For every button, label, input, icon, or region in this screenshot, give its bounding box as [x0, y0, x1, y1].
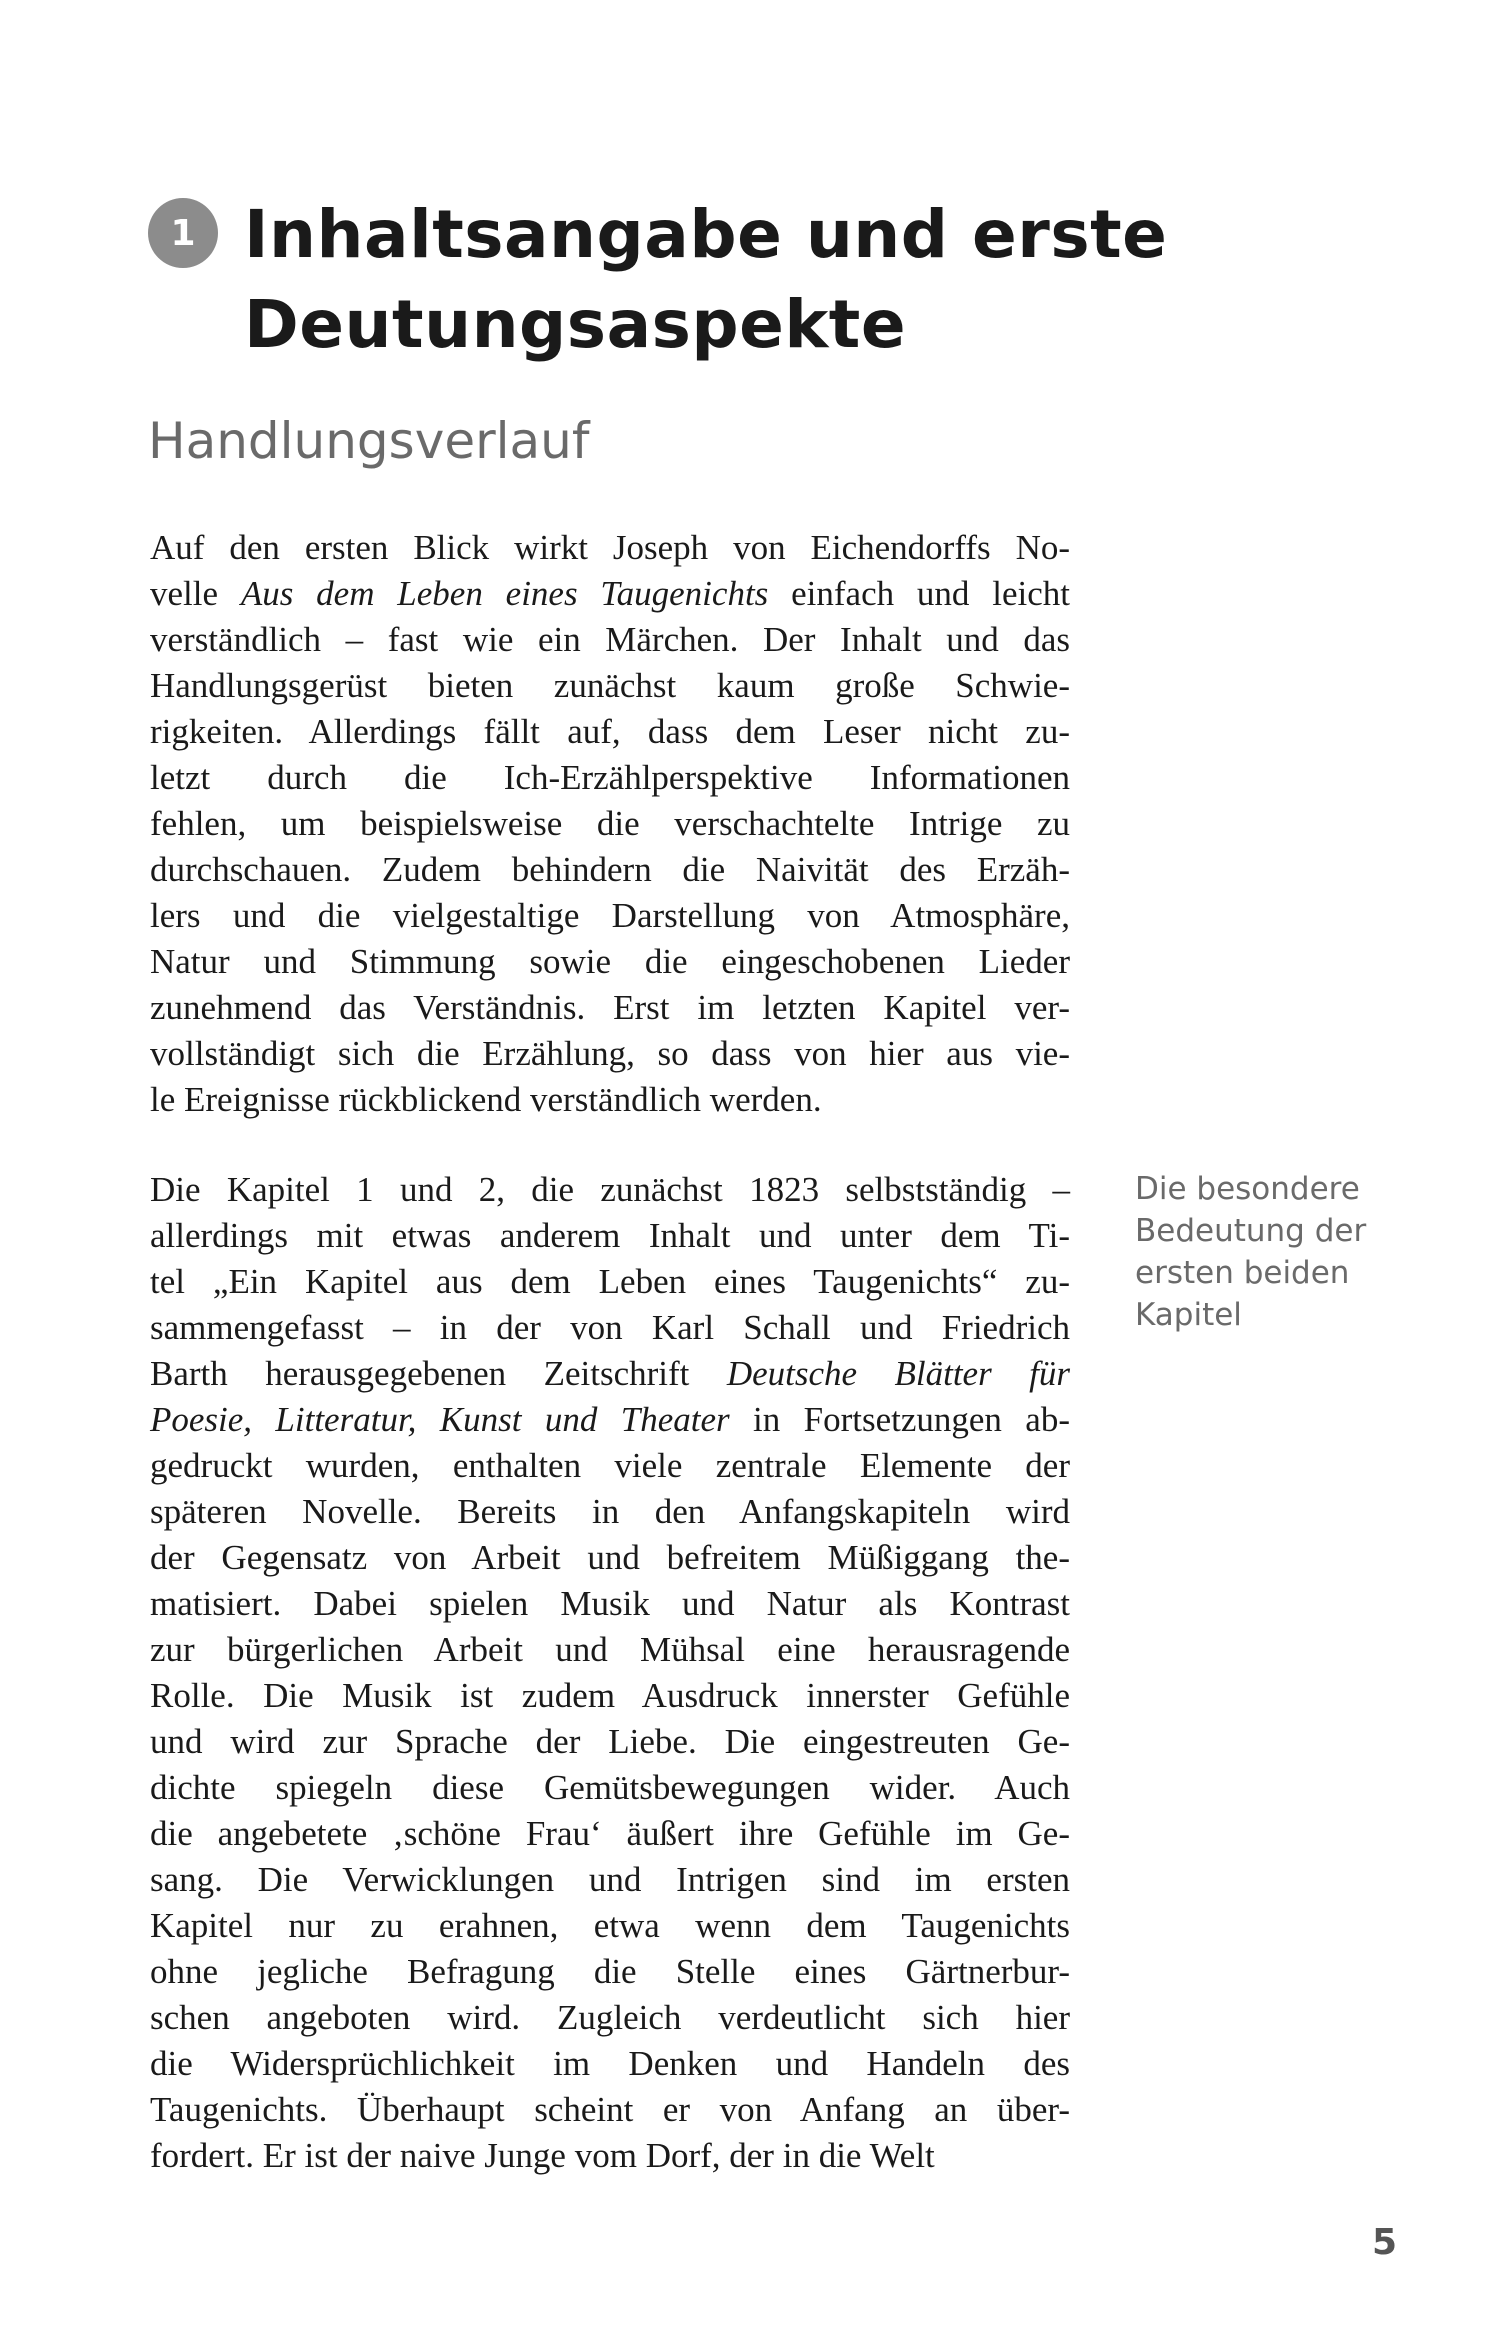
text-segment: späteren Novelle. Bereits in den Anfangskapiteln wird — [150, 1492, 1070, 1531]
text-line — [150, 893, 1070, 939]
margin-note — [1135, 1168, 1366, 1336]
italic-title-segment: Aus dem Leben eines Taugenichts — [240, 574, 769, 613]
margin-note-line: Kapitel — [1135, 1297, 1242, 1333]
text-line — [150, 2133, 1070, 2179]
margin-note-line: Bedeutung der — [1135, 1213, 1367, 1249]
text-line — [150, 1995, 1070, 2041]
italic-title-segment: Deutsche Blätter für — [726, 1354, 1070, 1393]
text-segment: Barth herausgegebenen Zeitschrift — [150, 1354, 727, 1393]
text-line — [150, 1397, 1070, 1443]
text-segment: verständlich – fast wie ein Märchen. Der Inhalt und das — [150, 620, 1070, 659]
text-segment: Handlungsgerüst bieten zunächst kaum große Schwie- — [150, 666, 1070, 705]
text-segment: dichte spiegeln diese Gemütsbewegungen wider. Auch — [150, 1768, 1070, 1807]
text-line — [150, 1765, 1070, 1811]
text-line — [150, 1489, 1070, 1535]
body-paragraph — [150, 1167, 1070, 2179]
text-line — [150, 1719, 1070, 1765]
text-segment: gedruckt wurden, enthalten viele zentrale Elemente der — [150, 1446, 1070, 1485]
text-segment: Rolle. Die Musik ist zudem Ausdruck innerster Gefühle — [150, 1676, 1070, 1715]
text-line — [150, 1305, 1070, 1351]
text-line — [150, 1167, 1070, 1213]
text-segment: durchschauen. Zudem behindern die Naivität des Erzäh- — [150, 850, 1070, 889]
text-line — [150, 985, 1070, 1031]
chapter-title — [244, 190, 1167, 370]
text-line — [150, 525, 1070, 571]
text-line — [150, 1903, 1070, 1949]
text-segment: zunehmend das Verständnis. Erst im letzten Kapitel ver- — [150, 988, 1070, 1027]
text-line — [150, 847, 1070, 893]
text-line — [150, 2041, 1070, 2087]
section-heading: Handlungsverlauf — [148, 412, 590, 470]
text-segment: der Gegensatz von Arbeit und befreitem Müßiggang the- — [150, 1538, 1070, 1577]
text-segment: fordert. Er ist der naive Junge vom Dorf, der in die Welt — [150, 2136, 935, 2175]
page-number: 5 — [1372, 2222, 1398, 2263]
text-line — [150, 1627, 1070, 1673]
text-line — [150, 801, 1070, 847]
text-segment: Kapitel nur zu erahnen, etwa wenn dem Taugenichts — [150, 1906, 1070, 1945]
text-segment: Auf den ersten Blick wirkt Joseph von Eichendorffs No- — [150, 528, 1070, 567]
margin-note-line: ersten beiden — [1135, 1255, 1350, 1291]
text-segment: lers und die vielgestaltige Darstellung von Atmosphäre, — [150, 896, 1070, 935]
chapter-number-badge: 1 — [148, 198, 218, 268]
chapter-title-line: Deutungsaspekte — [244, 286, 907, 363]
text-line — [150, 1077, 1070, 1123]
text-line — [150, 1857, 1070, 1903]
text-segment: schen angeboten wird. Zugleich verdeutlicht sich hier — [150, 1998, 1070, 2037]
text-segment: ohne jegliche Befragung die Stelle eines Gärtnerbur- — [150, 1952, 1070, 1991]
text-segment: matisiert. Dabei spielen Musik und Natur als Kontrast — [150, 1584, 1070, 1623]
italic-title-segment: Poesie, Litteratur, Kunst und Theater — [150, 1400, 730, 1439]
text-segment: zur bürgerlichen Arbeit und Mühsal eine herausragende — [150, 1630, 1070, 1669]
text-line — [150, 1259, 1070, 1305]
text-segment: Natur und Stimmung sowie die eingeschobenen Lieder — [150, 942, 1070, 981]
text-line — [150, 939, 1070, 985]
text-segment: letzt durch die Ich-Erzählperspektive Informationen — [150, 758, 1070, 797]
text-line — [150, 2087, 1070, 2133]
margin-note-line: Die besondere — [1135, 1171, 1360, 1207]
text-segment: Taugenichts. Überhaupt scheint er von Anfang an über- — [150, 2090, 1070, 2129]
text-segment: Die Kapitel 1 und 2, die zunächst 1823 selbstständig – — [150, 1170, 1070, 1209]
text-segment: die Widersprüchlichkeit im Denken und Handeln des — [150, 2044, 1070, 2083]
text-line — [150, 1811, 1070, 1857]
text-line — [150, 1031, 1070, 1077]
text-line — [150, 663, 1070, 709]
text-segment: vollständigt sich die Erzählung, so dass von hier aus vie- — [150, 1034, 1070, 1073]
text-line — [150, 1351, 1070, 1397]
text-line — [150, 1535, 1070, 1581]
text-line — [150, 617, 1070, 663]
text-segment: die angebetete ‚schöne Frau‘ äußert ihre Gefühle im Ge- — [150, 1814, 1070, 1853]
text-segment: sang. Die Verwicklungen und Intrigen sind im ersten — [150, 1860, 1070, 1899]
text-segment: allerdings mit etwas anderem Inhalt und unter dem Ti- — [150, 1216, 1070, 1255]
text-line — [150, 1443, 1070, 1489]
text-line — [150, 709, 1070, 755]
text-segment: einfach und leicht — [768, 574, 1070, 613]
text-line — [150, 1581, 1070, 1627]
text-segment: tel „Ein Kapitel aus dem Leben eines Taugenichts“ zu- — [150, 1262, 1070, 1301]
text-line — [150, 1673, 1070, 1719]
text-segment: in Fortsetzungen ab- — [729, 1400, 1070, 1439]
chapter-title-line: Inhaltsangabe und erste — [244, 196, 1168, 273]
text-segment: velle — [150, 574, 241, 613]
text-line — [150, 1949, 1070, 1995]
text-segment: und wird zur Sprache der Liebe. Die eingestreuten Ge- — [150, 1722, 1070, 1761]
text-segment: le Ereignisse rückblickend verständlich werden. — [150, 1080, 822, 1119]
text-segment: sammengefasst – in der von Karl Schall und Friedrich — [150, 1308, 1070, 1347]
text-line — [150, 571, 1070, 617]
body-paragraph — [150, 525, 1070, 1123]
text-segment: fehlen, um beispielsweise die verschachtelte Intrige zu — [150, 804, 1070, 843]
text-line — [150, 755, 1070, 801]
text-segment: rigkeiten. Allerdings fällt auf, dass dem Leser nicht zu- — [150, 712, 1070, 751]
text-line — [150, 1213, 1070, 1259]
